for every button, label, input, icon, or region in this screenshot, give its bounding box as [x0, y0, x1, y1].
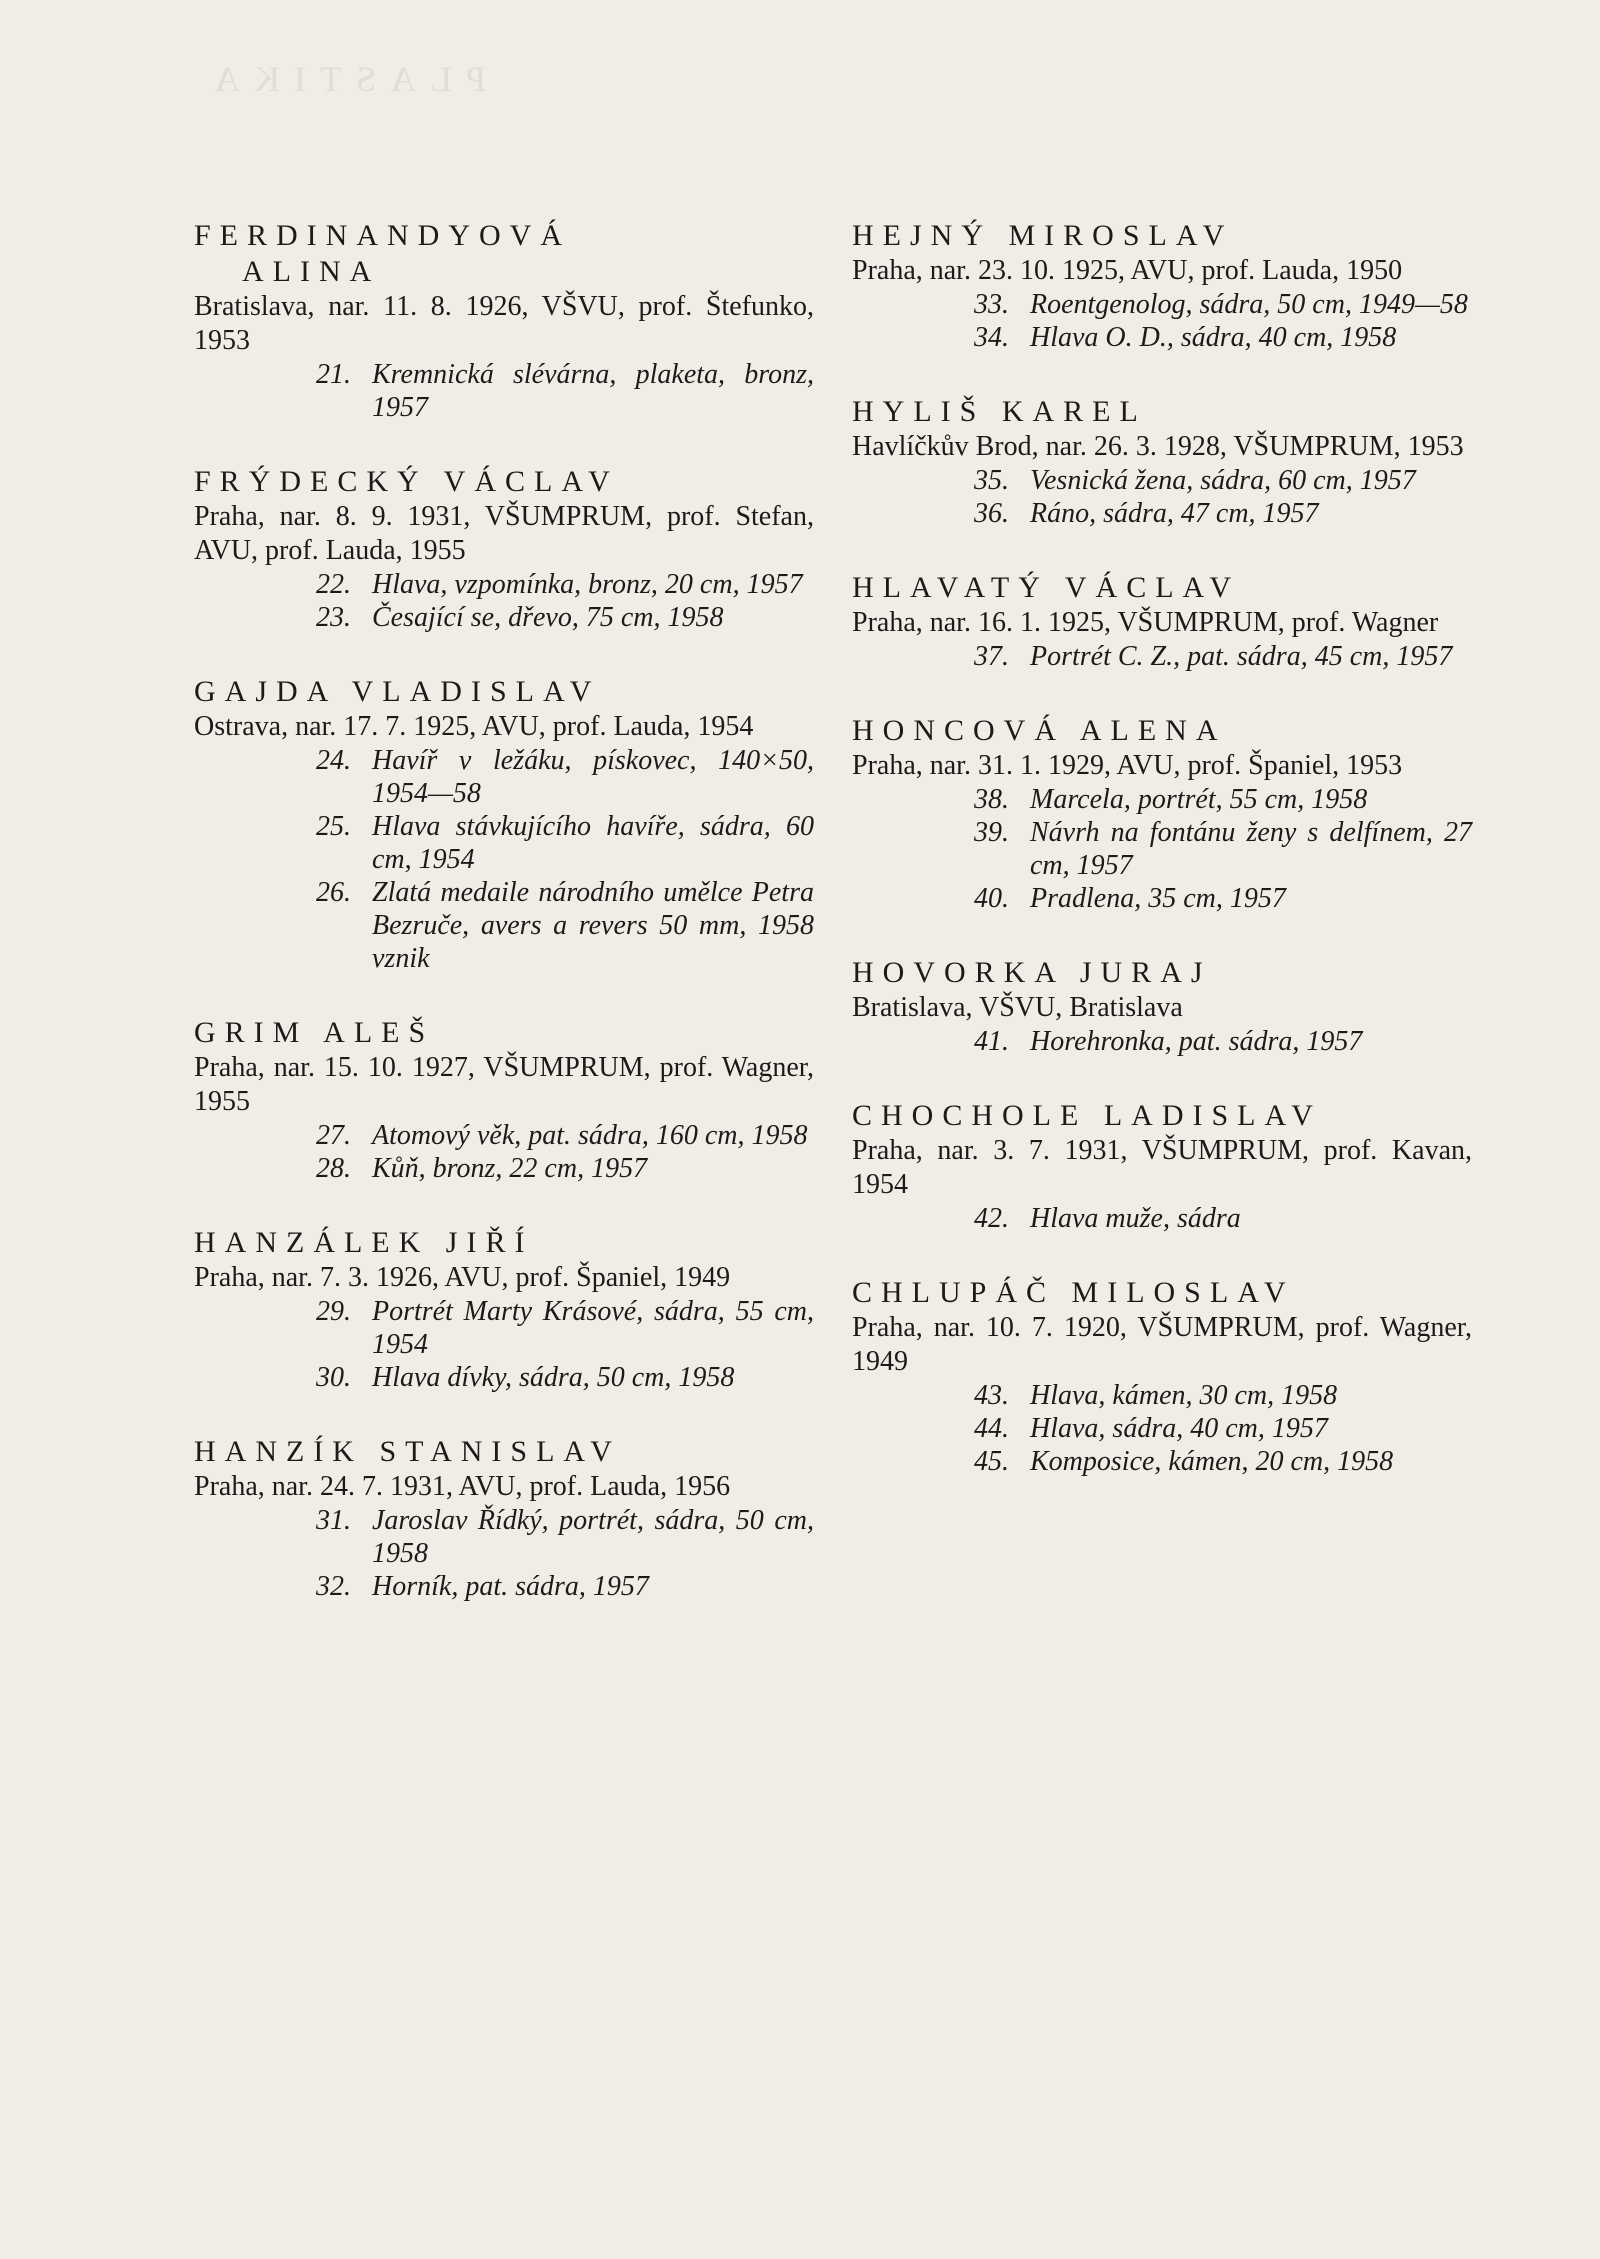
artist-entry: [852, 713, 1472, 915]
work-item: [194, 1119, 814, 1152]
work-text: Hlava O. D., sádra, 40 cm, 1958: [1030, 322, 1397, 353]
work-text: Vesnická žena, sádra, 60 cm, 1957: [1030, 465, 1416, 496]
work-text: Hlava, kámen, 30 cm, 1958: [1030, 1380, 1338, 1411]
work-text: Kůň, bronz, 22 cm, 1957: [372, 1153, 648, 1184]
bleed-through-header: PLASTIKA: [200, 59, 487, 99]
work-text: Hlava dívky, sádra, 50 cm, 1958: [372, 1362, 735, 1393]
work-number: 27.: [316, 1120, 351, 1151]
work-item: [852, 497, 1472, 530]
work-number: 22.: [316, 569, 351, 600]
work-number: 42.: [974, 1203, 1009, 1234]
work-item: [194, 876, 814, 975]
works-list: [852, 288, 1472, 354]
works-list: [852, 783, 1472, 915]
works-list: [852, 1025, 1472, 1058]
artist-name-line2: ALINA: [242, 255, 381, 288]
work-item: [194, 744, 814, 810]
work-text: Ráno, sádra, 47 cm, 1957: [1030, 498, 1319, 529]
work-number: 28.: [316, 1153, 351, 1184]
work-text: Hlava, sádra, 40 cm, 1957: [1030, 1413, 1328, 1444]
work-text: Horehronka, pat. sádra, 1957: [1030, 1026, 1363, 1057]
work-item: [852, 1445, 1472, 1478]
artist-bio: Havlíčkův Brod, nar. 26. 3. 1928, VŠUMPRUM, 1953: [852, 431, 1464, 462]
artist-entry: [194, 1015, 814, 1185]
works-list: [852, 1379, 1472, 1478]
artist-name: HLAVATÝ VÁCLAV: [852, 571, 1241, 604]
artist-entry: [852, 394, 1472, 530]
artist-bio: Praha, nar. 8. 9. 1931, VŠUMPRUM, prof. Stefan, AVU, prof. Lauda, 1955: [194, 501, 814, 566]
work-text: Portrét C. Z., pat. sádra, 45 cm, 1957: [1030, 641, 1453, 672]
work-item: [194, 810, 814, 876]
artist-name: GAJDA VLADISLAV: [194, 675, 601, 708]
artist-name: CHLUPÁČ MILOSLAV: [852, 1276, 1295, 1309]
work-number: 25.: [316, 811, 351, 842]
work-number: 45.: [974, 1446, 1009, 1477]
work-item: [194, 568, 814, 601]
artist-bio: Praha, nar. 10. 7. 1920, VŠUMPRUM, prof. Wagner, 1949: [852, 1312, 1472, 1377]
artist-entry: [852, 1098, 1472, 1235]
work-text: Hlava, vzpomínka, bronz, 20 cm, 1957: [372, 569, 803, 600]
work-item: [194, 1504, 814, 1570]
work-number: 35.: [974, 465, 1009, 496]
work-number: 33.: [974, 289, 1009, 320]
artist-name: FRÝDECKÝ VÁCLAV: [194, 465, 619, 498]
work-number: 38.: [974, 784, 1009, 815]
work-item: [852, 1025, 1472, 1058]
artist-bio: Ostrava, nar. 17. 7. 1925, AVU, prof. Lauda, 1954: [194, 711, 754, 742]
artist-name: HANZÁLEK JIŘÍ: [194, 1226, 534, 1259]
work-item: [852, 882, 1472, 915]
artist-bio: Praha, nar. 3. 7. 1931, VŠUMPRUM, prof. Kavan, 1954: [852, 1135, 1472, 1200]
work-number: 40.: [974, 883, 1009, 914]
artist-entry: [852, 955, 1472, 1058]
artist-name: HYLIŠ KAREL: [852, 395, 1147, 428]
artist-entry: [194, 218, 814, 424]
work-item: [194, 1152, 814, 1185]
work-text: Portrét Marty Krásové, sádra, 55 cm, 1954: [372, 1296, 814, 1360]
work-number: 34.: [974, 322, 1009, 353]
work-number: 31.: [316, 1505, 351, 1536]
work-number: 39.: [974, 817, 1009, 848]
work-item: [852, 464, 1472, 497]
artist-name: HOVORKA JURAJ: [852, 956, 1212, 989]
work-number: 29.: [316, 1296, 351, 1327]
work-number: 43.: [974, 1380, 1009, 1411]
work-item: [852, 1412, 1472, 1445]
work-item: [194, 601, 814, 634]
work-text: Hlava muže, sádra: [1030, 1203, 1241, 1234]
works-list: [194, 1295, 814, 1394]
works-list: [194, 568, 814, 634]
work-text: Návrh na fontánu ženy s delfínem, 27 cm, 1957: [1030, 817, 1472, 881]
works-list: [852, 640, 1472, 673]
work-text: Zlatá medaile národního umělce Petra Bezruče, avers a revers 50 mm, 1958 vznik: [372, 877, 814, 974]
artist-bio: Praha, nar. 15. 10. 1927, VŠUMPRUM, prof. Wagner, 1955: [194, 1052, 814, 1117]
artist-bio: Praha, nar. 16. 1. 1925, VŠUMPRUM, prof. Wagner: [852, 607, 1439, 638]
artist-bio: Praha, nar. 31. 1. 1929, AVU, prof. Španiel, 1953: [852, 750, 1403, 781]
artist-bio: Bratislava, VŠVU, Bratislava: [852, 992, 1183, 1023]
works-list: [852, 1202, 1472, 1235]
work-number: 41.: [974, 1026, 1009, 1057]
work-number: 21.: [316, 359, 351, 390]
artist-name: HANZÍK STANISLAV: [194, 1435, 621, 1468]
work-number: 24.: [316, 745, 351, 776]
work-item: [194, 1295, 814, 1361]
artist-entry: [852, 1275, 1472, 1478]
artist-entry: [852, 570, 1472, 673]
work-text: Pradlena, 35 cm, 1957: [1030, 883, 1286, 914]
artist-entry: [194, 1225, 814, 1394]
works-list: [852, 464, 1472, 530]
left-column: [194, 218, 814, 1643]
work-text: Horník, pat. sádra, 1957: [372, 1571, 649, 1602]
artist-bio: Praha, nar. 23. 10. 1925, AVU, prof. Lauda, 1950: [852, 255, 1403, 286]
work-text: Havíř v ležáku, pískovec, 140×50, 1954—58: [372, 745, 814, 809]
artist-entry: [194, 1434, 814, 1603]
work-item: [194, 358, 814, 424]
artist-entry: [194, 674, 814, 975]
works-list: [194, 358, 814, 424]
work-item: [852, 640, 1472, 673]
work-item: [852, 1202, 1472, 1235]
work-number: 32.: [316, 1571, 351, 1602]
artist-bio: Praha, nar. 7. 3. 1926, AVU, prof. Španiel, 1949: [194, 1262, 731, 1293]
work-text: Roentgenolog, sádra, 50 cm, 1949—58: [1030, 289, 1468, 320]
work-number: 37.: [974, 641, 1009, 672]
artist-name: HONCOVÁ ALENA: [852, 714, 1227, 747]
artist-name: CHOCHOLE LADISLAV: [852, 1099, 1322, 1132]
work-number: 44.: [974, 1413, 1009, 1444]
work-text: Hlava stávkujícího havíře, sádra, 60 cm, 1954: [372, 811, 814, 875]
right-column: [852, 218, 1472, 1518]
artist-bio: Praha, nar. 24. 7. 1931, AVU, prof. Lauda, 1956: [194, 1471, 731, 1502]
work-text: Česající se, dřevo, 75 cm, 1958: [372, 602, 724, 633]
artist-name: GRIM ALEŠ: [194, 1016, 435, 1049]
artist-bio: Bratislava, nar. 11. 8. 1926, VŠVU, prof. Štefunko, 1953: [194, 291, 814, 356]
work-text: Marcela, portrét, 55 cm, 1958: [1030, 784, 1368, 815]
work-item: [852, 783, 1472, 816]
work-item: [194, 1361, 814, 1394]
work-text: Komposice, kámen, 20 cm, 1958: [1030, 1446, 1394, 1477]
works-list: [194, 744, 814, 975]
artist-entry: [852, 218, 1472, 354]
works-list: [194, 1504, 814, 1603]
artist-entry: [194, 464, 814, 634]
work-number: 30.: [316, 1362, 351, 1393]
work-number: 26.: [316, 877, 351, 908]
artist-name: FERDINANDYOVÁ: [194, 219, 571, 252]
work-item: [194, 1570, 814, 1603]
work-text: Atomový věk, pat. sádra, 160 cm, 1958: [372, 1120, 808, 1151]
work-item: [852, 816, 1472, 882]
work-number: 23.: [316, 602, 351, 633]
work-item: [852, 321, 1472, 354]
work-text: Jaroslav Řídký, portrét, sádra, 50 cm, 1958: [372, 1505, 814, 1569]
work-number: 36.: [974, 498, 1009, 529]
artist-name: HEJNÝ MIROSLAV: [852, 219, 1234, 252]
work-text: Kremnická slévárna, plaketa, bronz, 1957: [372, 359, 814, 423]
work-item: [852, 288, 1472, 321]
work-item: [852, 1379, 1472, 1412]
works-list: [194, 1119, 814, 1185]
